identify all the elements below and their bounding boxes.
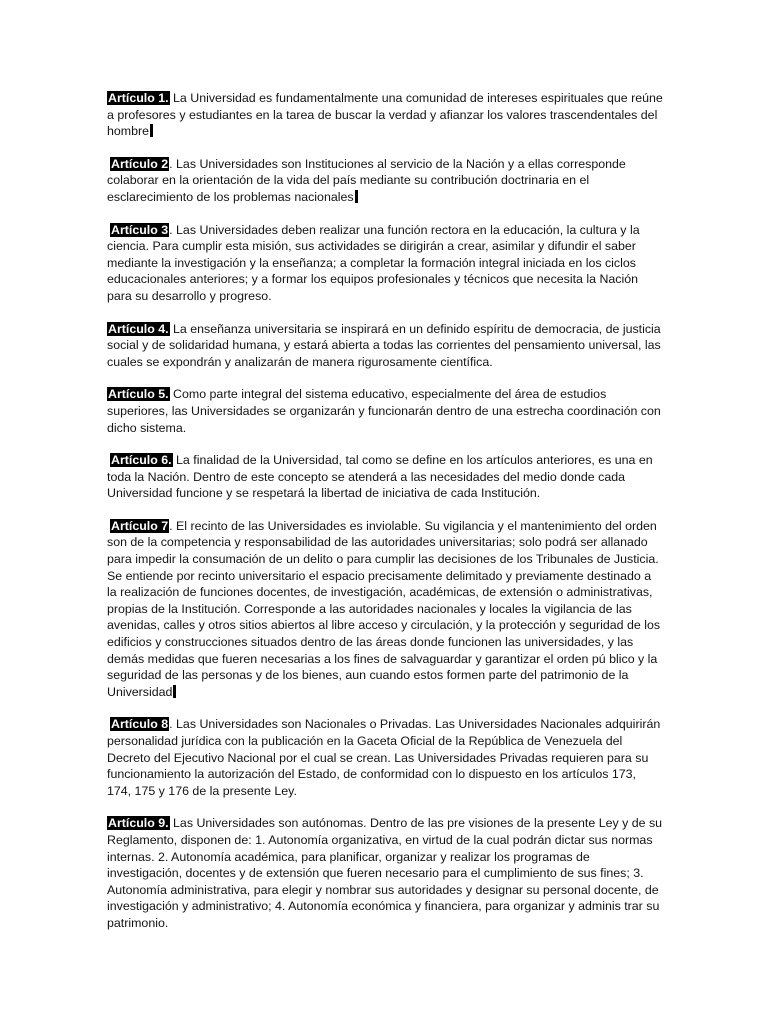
article-label: Artículo 3 bbox=[111, 222, 169, 237]
article-text: . Las Universidades deben realizar una función rectora en la educación, la cultura y la ciencia. Para cumplir esta misión, sus actividades se dirigirán a crear, asimilar y difundir el saber mediante la investigación y la enseñanza; a completar la formación integral iniciada en los ciclos educacionales anteriores; y a formar los equipos profesionales y técnicos que necesita la Nación para su desarrollo y progreso. bbox=[107, 222, 640, 303]
article-paragraph bbox=[107, 716, 663, 799]
article-text: . El recinto de las Universidades es inviolable. Su vigilancia y el mantenimiento del orden son de la competencia y responsabilidad de las autoridades universitarias; solo podrá ser allanado para impedir la consumación de un delito o para cumplir las decisiones de los Tribunales de Justicia. Se entiende por recinto universitario el espacio precisamente delimitado y previamente destinado a la realización de funciones docentes, de investigación, académicas, de extensión o administrativas, propias de la Institución. Corresponde a las autoridades nacionales y locales la vigilancia de las avenidas, calles y otros sitios abiertos al libre acceso y circulación, y la protección y seguridad de los edificios y construcciones situados dentro de las áreas donde funcionen las universidades, y las demás medidas que fueren necesarias a los fines de salvaguardar y garantizar el orden pú blico y la seguridad de las personas y de los bienes, aun cuando estos formen parte del patrimonio de la Universidad bbox=[107, 518, 661, 699]
article-paragraph bbox=[107, 452, 663, 502]
article-text: Como parte integral del sistema educativo, especialmente del área de estudios superiores, las Universidades se organizarán y funcionarán dentro de una estrecha coordinación con dicho sistema. bbox=[107, 387, 661, 435]
article-label: Artículo 2 bbox=[111, 156, 169, 171]
article-label: Artículo 4. bbox=[108, 321, 169, 336]
article-label: Artículo 5. bbox=[108, 387, 169, 402]
cursor-mark bbox=[150, 124, 153, 137]
article-text: Las Universidades son autónomas. Dentro de las pre visiones de la presente Ley y de su Reglamento, disponen de: 1. Autonomía organizativa, en virtud de la cual podrán dictar sus normas internas. 2. Autonomía académica, para planificar, organizar y realizar los programas de investigación, docentes y de extensión que fueren necesario para el cumplimiento de sus fines; 3. Autonomía administrativa, para elegir y nombrar sus autoridades y designar su personal docente, de investigación y administrativo; 4. Autonomía económica y financiera, para organizar y adminis trar su patrimonio. bbox=[107, 816, 663, 930]
article-label: Artículo 9. bbox=[108, 816, 169, 831]
cursor-mark bbox=[173, 685, 176, 698]
article-paragraph bbox=[107, 518, 663, 701]
article-paragraph bbox=[107, 222, 663, 305]
article-text: La Universidad es fundamentalmente una comunidad de intereses espirituales que reúne a profesores y estudiantes en la tarea de buscar la verdad y afianzar los valores trascendentales del hombre bbox=[107, 91, 663, 139]
article-paragraph bbox=[107, 321, 663, 371]
article-label: Artículo 7 bbox=[111, 518, 169, 533]
article-label: Artículo 6. bbox=[111, 453, 172, 468]
article-paragraph bbox=[107, 156, 663, 206]
article-text: La finalidad de la Universidad, tal como se define en los artículos anteriores, es una en toda la Nación. Dentro de este concepto se atenderá a las necesidades del medio donde cada Universidad funcione y se respetará la libertad de iniciativa de cada Institución. bbox=[107, 453, 653, 501]
article-label: Artículo 8 bbox=[111, 717, 169, 732]
document-page bbox=[107, 90, 663, 932]
article-text: La enseñanza universitaria se inspirará en un definido espíritu de democracia, de justicia social y de solidaridad humana, y estará abierta a todas las corrientes del pensamiento universal, las cuales se expondrán y analizarán de manera rigurosamente científica. bbox=[107, 321, 661, 369]
article-paragraph bbox=[107, 815, 663, 931]
article-text: . Las Universidades son Nacionales o Privadas. Las Universidades Nacionales adquirirán personalidad jurídica con la publicación en la Gaceta Oficial de la República de Venezuela del Decreto del Ejecutivo Nacional por el cual se crean. Las Universidades Privadas requieren para su funcionamiento la autorización del Estado, de conformidad con lo dispuesto en los artículos 173, 174, 175 y 176 de la presente Ley. bbox=[107, 717, 661, 798]
cursor-mark bbox=[355, 190, 358, 203]
article-paragraph bbox=[107, 90, 663, 140]
article-paragraph bbox=[107, 386, 663, 436]
article-text: . Las Universidades son Instituciones al servicio de la Nación y a ellas corresponde colaborar en la orientación de la vida del país mediante su contribución doctrinaria en el esclarecimiento de los problemas nacionales bbox=[107, 156, 626, 204]
article-label: Artículo 1. bbox=[108, 91, 169, 105]
